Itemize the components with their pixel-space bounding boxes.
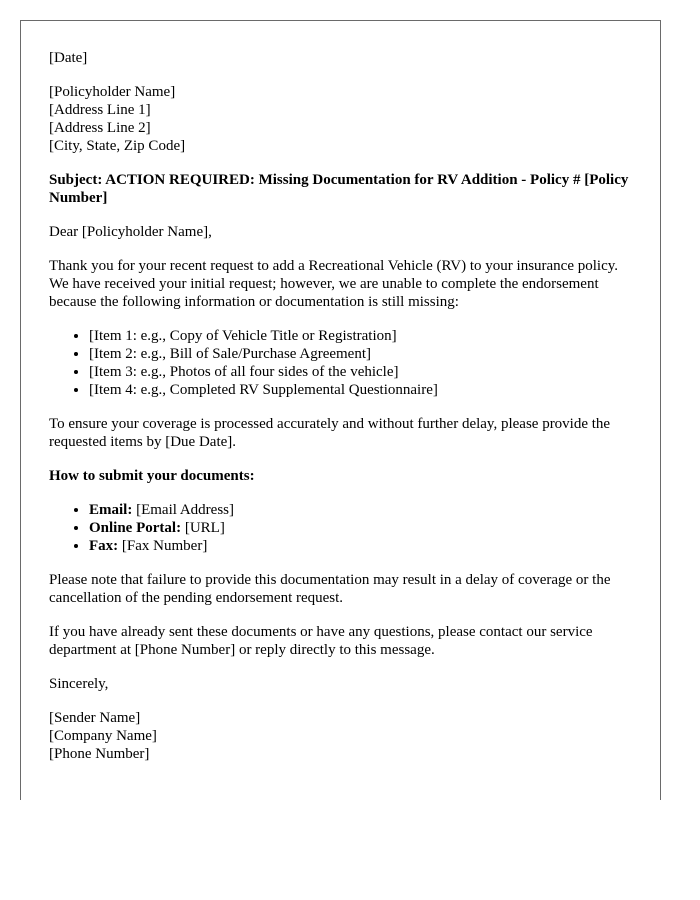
list-item: • [Item 3: e.g., Photos of all four sides of the vehicle]	[89, 363, 639, 381]
recipient-address-line-1: [Address Line 1]	[49, 102, 151, 118]
letter-page	[20, 20, 661, 800]
submit-method-value: [URL]	[181, 520, 225, 536]
submit-method-value: [Email Address]	[132, 502, 234, 518]
missing-items-list	[49, 327, 639, 399]
letter-subject: Subject: ACTION REQUIRED: Missing Documentation for RV Addition - Policy # [Policy Number]	[49, 172, 629, 206]
letter-body	[49, 49, 639, 779]
sender-signature-block	[49, 709, 639, 763]
recipient-address-line-2: [Address Line 2]	[49, 120, 151, 136]
submit-heading: How to submit your documents:	[49, 468, 255, 484]
sender-phone: [Phone Number]	[49, 746, 150, 762]
sender-name: [Sender Name]	[49, 710, 141, 726]
letter-salutation: Dear [Policyholder Name],	[49, 224, 212, 240]
recipient-name: [Policyholder Name]	[49, 84, 176, 100]
contact-paragraph: If you have already sent these documents or have any questions, please contact our service department at [Phone Number] or reply directly to this message.	[49, 624, 593, 658]
note-paragraph: Please note that failure to provide this documentation may result in a delay of coverage or the cancellation of the pending endorsement request.	[49, 572, 611, 606]
deadline-paragraph: To ensure your coverage is processed accurately and without further delay, please provide the requested items by [Due Date].	[49, 416, 611, 450]
sender-company: [Company Name]	[49, 728, 157, 744]
submit-method-portal	[89, 519, 639, 537]
list-item: • [Item 1: e.g., Copy of Vehicle Title or Registration]	[89, 327, 639, 345]
submit-method-fax	[89, 537, 639, 555]
submit-method-email	[89, 501, 639, 519]
intro-paragraph: Thank you for your recent request to add a Recreational Vehicle (RV) to your insurance policy. We have received your initial request; however, we are unable to complete the endorsement because the following information or documentation is still missing:	[49, 258, 619, 310]
list-item: • [Item 4: e.g., Completed RV Supplemental Questionnaire]	[89, 381, 639, 399]
submit-method-value: [Fax Number]	[118, 538, 208, 554]
submit-method-label: Fax:	[89, 538, 119, 554]
letter-date: [Date]	[49, 50, 88, 66]
submit-methods-list	[49, 501, 639, 555]
submit-method-label: Online Portal:	[89, 520, 182, 536]
letter-closing: Sincerely,	[49, 676, 109, 692]
recipient-address-block	[49, 83, 639, 155]
list-item: • [Item 2: e.g., Bill of Sale/Purchase Agreement]	[89, 345, 639, 363]
recipient-city-state-zip: [City, State, Zip Code]	[49, 138, 186, 154]
submit-method-label: Email:	[89, 502, 133, 518]
